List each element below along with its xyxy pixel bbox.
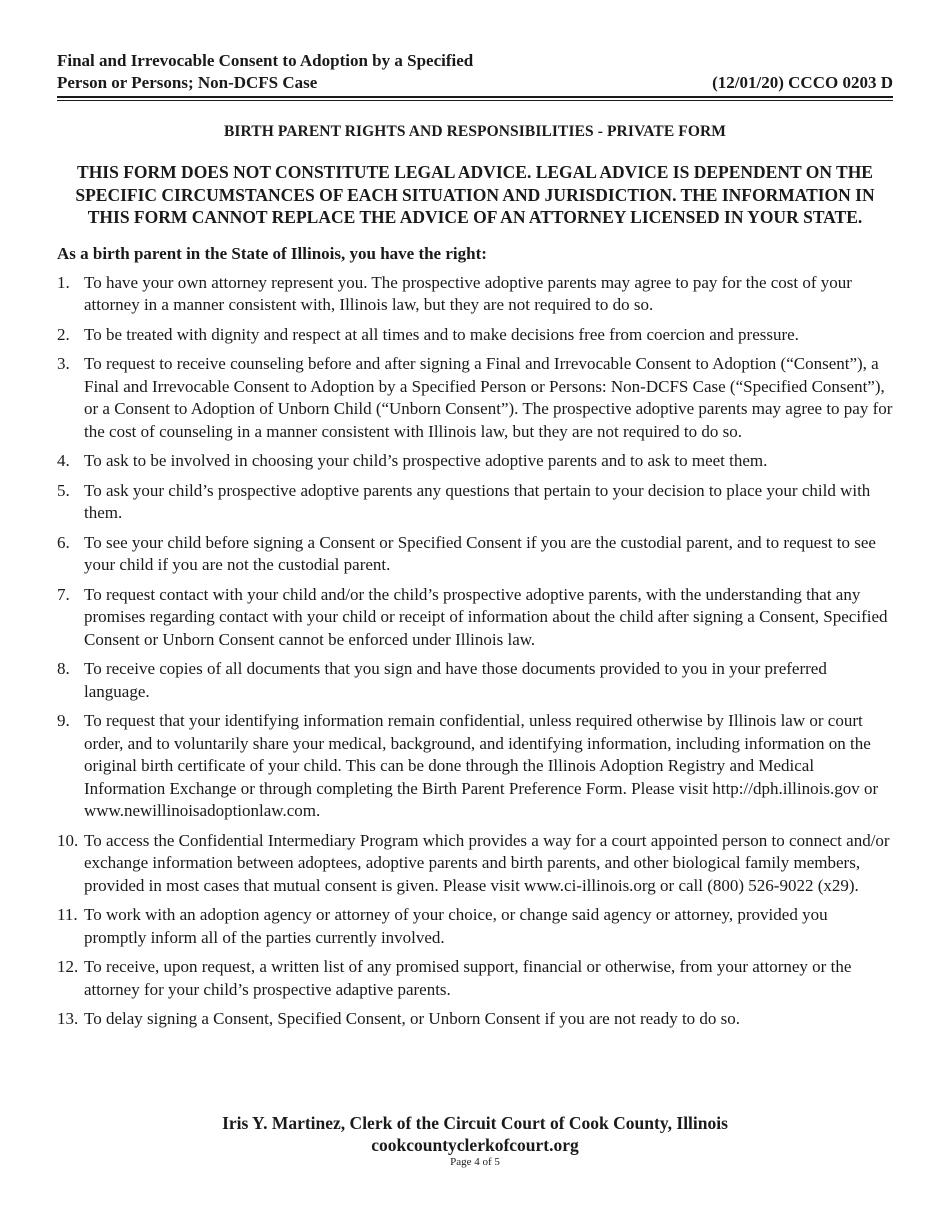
item-text: To see your child before signing a Consent or Specified Consent if you are the custodial parent, and to request to see your child if you are not the custodial parent.: [84, 532, 876, 574]
section-heading: BIRTH PARENT RIGHTS AND RESPONSIBILITIES - PRIVATE FORM: [223, 123, 727, 140]
rights-list-item: [57, 272, 893, 317]
item-number: 9.: [57, 711, 70, 730]
item-text: To have your own attorney represent you. The prospective adoptive parents may agree to pay for the cost of your attorney in a manner consistent with, Illinois law, but they are not required to do so.: [84, 272, 852, 314]
item-number: 7.: [57, 584, 70, 604]
rights-list-item: [57, 1008, 893, 1031]
clerk-name: Iris Y. Martinez, Clerk of the Circuit Court of Cook County, Illinois: [222, 1113, 728, 1133]
page-footer: [0, 1112, 950, 1169]
rights-list-item: [57, 710, 893, 823]
rights-list-item: [57, 480, 893, 525]
item-text: To receive copies of all documents that you sign and have those documents provided to you in your preferred language.: [84, 659, 827, 701]
rights-list-item: [57, 450, 893, 473]
clerk-website: cookcountyclerkofcourt.org: [371, 1135, 579, 1155]
page-number: Page 4 of 5: [450, 1156, 500, 1168]
item-number: 12.: [57, 957, 79, 976]
rights-list: [57, 272, 893, 1031]
item-number: 6.: [57, 532, 70, 552]
rights-list-item: [57, 353, 893, 443]
item-text: To request contact with your child and/or the child’s prospective adoptive parents, with the understanding that any promises regarding contact with your child or receipt of information about the child after signing a Consent, Specified Consent or Unborn Consent cannot be enforced under Illinois law.: [84, 584, 888, 649]
rights-list-item: [57, 956, 893, 1001]
rights-list-item: [57, 324, 893, 347]
form-code: (12/01/20) CCCO 0203 D: [712, 73, 893, 92]
form-title-line1: Final and Irrevocable Consent to Adoption by a Specified: [57, 51, 474, 70]
legal-disclaimer: THIS FORM DOES NOT CONSTITUTE LEGAL ADVICE. LEGAL ADVICE IS DEPENDENT ON THE SPECIFIC CIRCUMSTANCES OF EACH SITUATION AND JURISDICTION. THE INFORMATION IN THIS FORM CANNOT REPLACE THE ADVICE OF AN ATTORNEY LICENSED IN YOUR STATE.: [75, 162, 875, 227]
item-number: 10.: [57, 830, 79, 850]
item-text: To be treated with dignity and respect at all times and to make decisions free from coercion and pressure.: [84, 324, 799, 344]
rights-list-item: [57, 658, 893, 703]
item-number: 3.: [57, 354, 70, 373]
item-text: To ask to be involved in choosing your child’s prospective adoptive parents and to ask to meet them.: [84, 451, 768, 470]
form-header: [57, 50, 893, 94]
item-text: To delay signing a Consent, Specified Consent, or Unborn Consent if you are not ready to do so.: [84, 1009, 741, 1028]
rights-intro: As a birth parent in the State of Illinois, you have the right:: [57, 243, 487, 263]
item-number: 5.: [57, 480, 70, 500]
header-rule-thick: [57, 96, 893, 98]
rights-list-item: [57, 584, 893, 652]
item-number: 8.: [57, 659, 70, 678]
item-text: To ask your child’s prospective adoptive parents any questions that pertain to your decision to place your child with them.: [84, 480, 871, 522]
item-number: 4.: [57, 451, 70, 470]
item-number: 13.: [57, 1009, 79, 1028]
rights-list-item: [57, 830, 893, 898]
item-text: To work with an adoption agency or attorney of your choice, or change said agency or attorney, provided you promptly inform all of the parties currently involved.: [84, 905, 828, 947]
form-title-line2: Person or Persons; Non-DCFS Case: [57, 73, 318, 92]
item-number: 2.: [57, 324, 70, 344]
item-number: 1.: [57, 272, 70, 292]
item-text: To request that your identifying information remain confidential, unless required otherwise by Illinois law or court order, and to voluntarily share your medical, background, and identifying information, including information on the original birth certificate of your child. This can be done through the Illinois Adoption Registry and Medical Information Exchange or through completing the Birth Parent Preference Form. Please visit http://dph.illinois.gov or www.newillinoisadoptionlaw.com.: [84, 711, 879, 820]
item-text: To access the Confidential Intermediary Program which provides a way for a court appointed person to connect and/or exchange information between adoptees, adoptive parents and birth parents, and other biological family members, provided in most cases that mutual consent is given. Please visit www.ci-illinois.org or call (800) 526-9022 (x29).: [84, 830, 890, 895]
rights-list-item: [57, 532, 893, 577]
form-page: [57, 50, 893, 1038]
item-text: To request to receive counseling before and after signing a Final and Irrevocable Consent to Adoption (“Consent”), a Final and Irrevocable Consent to Adoption by a Specified Person or Persons: Non-DCFS Case (“Specified Consent”), or a Consent to Adoption of Unborn Child (“Unborn Consent”). The prospective adoptive parents may agree to pay for the cost of counseling in a manner consistent with Illinois law, but they are not required to do so.: [84, 354, 893, 441]
rights-list-item: [57, 904, 893, 949]
item-text: To receive, upon request, a written list of any promised support, financial or otherwise, from your attorney or the attorney for your child’s prospective adaptive parents.: [84, 957, 852, 999]
item-number: 11.: [57, 905, 78, 924]
header-rule-thin: [57, 100, 893, 101]
form-title: [57, 50, 577, 94]
